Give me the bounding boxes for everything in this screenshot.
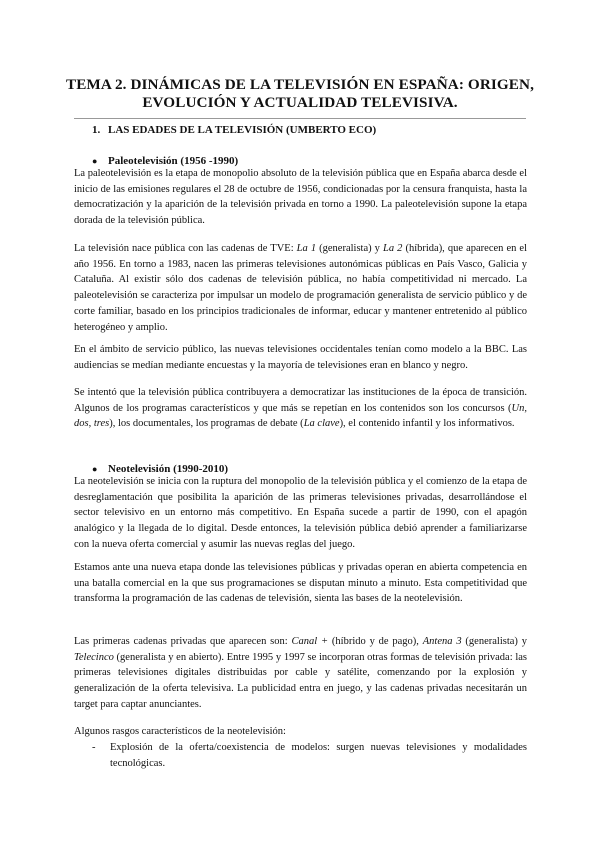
document-title-line-1: TEMA 2. DINÁMICAS DE LA TELEVISIÓN EN ESPAÑA: ORIGEN, — [65, 76, 535, 93]
paragraph-paleo-2-part-a: La televisión nace pública con las cadenas de TVE: — [74, 243, 297, 254]
program-la-clave: La clave — [303, 418, 340, 430]
bullet-icon: ● — [92, 464, 98, 474]
paragraph-paleo-4 — [74, 385, 527, 432]
list-item-text: Explosión de la oferta/coexistencia de modelos: surgen nuevas televisiones y modalidades tecnológicas. — [110, 742, 527, 769]
bullet-icon: ● — [92, 156, 98, 166]
paragraph-paleo-3: En el ámbito de servicio público, las nuevas televisiones occidentales tenían como modelo a la BBC. Las audiencias se medían mediante encuestas y la mayoría de televisiones eran en blanco y negro. — [74, 344, 527, 371]
list-dash: - — [92, 742, 96, 753]
paragraph-paleo-2 — [74, 241, 527, 335]
program-un-dos-tres: Un, dos, tres — [74, 402, 527, 430]
paragraph-neo-2: Estamos ante una nueva etapa donde las televisiones públicas y privadas operan en abierta competencia en una batalla comercial en la que sus programaciones se disputan minuto a minuto. Esta competitividad que transforma la programación de las cadenas de televisión, sienta las bases de la neotelevisión. — [74, 562, 527, 605]
channel-canal-plus: Canal + — [291, 636, 329, 647]
channel-la1: La 1 — [296, 243, 317, 254]
paragraph-paleo-4-part-c: ), el contenido infantil y los informativos. — [339, 418, 515, 430]
paragraph-paleo-1: La paleotelevisión es la etapa de monopolio absoluto de la televisión pública que en España abarca desde el inicio de las emisiones regulares el 28 de octubre de 1956, condicionadas por la censura franquista, hasta la democratización y la aparición de la televisión privada en torno a 1990. La paleotelevisión supone la etapa dorada de la televisión pública. — [74, 168, 527, 227]
paragraph-neo-3-part-c: (generalista) y — [461, 636, 527, 647]
paragraph-neo-3-part-d: (generalista y en abierto). Entre 1995 y 1997 se incorporan otras formas de televisión privada: las primeras televisiones digitales distribuidas por cable y satélite, comenzando por la explosión y generalización de la oferta televisiva. La publicidad entra en juego, y las cadenas privadas necesitarán un target para captar anunciantes. — [74, 651, 527, 710]
paragraph-neo-3 — [74, 634, 527, 713]
document-title-line-2: EVOLUCIÓN Y ACTUALIDAD TELEVISIVA. — [142, 94, 458, 111]
section-number: 1. — [92, 124, 101, 136]
channel-telecinco: Telecinco — [74, 651, 114, 663]
subheading-neotelevision-label: Neotelevisión (1990-2010) — [108, 463, 229, 475]
document-title — [60, 76, 540, 112]
paragraph-neo-3-part-a: Las primeras cadenas privadas que aparecen son: — [74, 636, 292, 647]
paragraph-neo-4: Algunos rasgos característicos de la neotelevisión: — [74, 726, 286, 737]
paragraph-paleo-4-part-a: Se intentó que la televisión pública contribuyera a democratizar las instituciones de la época de transición. Algunos de los programas característicos y que más se repetían en los contenidos son los concursos ( — [74, 387, 527, 414]
paragraph-paleo-4-part-b: ), los documentales, los programas de debate ( — [109, 418, 304, 430]
paragraph-paleo-2-part-c: (híbrida), que aparecen en el año 1956. En torno a 1983, nacen las primeras televisiones autonómicas públicas en País Vasco, Galicia y Cataluña. Al existir sólo dos cadenas de televisión pública, no había competitividad ni mercado. La paleotelevisión se caracteriza por impulsar un modelo de programación generalista de servicio público y de corte familiar, basado en los principios tradicionales de informar, educar y mantener entretenido al público heterogéneo y amplio. — [74, 243, 527, 333]
paragraph-neo-1: La neotelevisión se inicia con la ruptura del monopolio de la televisión pública y el comienzo de la etapa de desreglamentación que posibilita la aparición de las primeras televisiones privadas, desarrollándose el sector televisivo en un entorno más competitivo. En España sucede a partir de 1990, con el apagón analógico y la llegada de lo digital. Desde entonces, la televisión pública debió aprender a familiarizarse con la nueva oferta comercial y asumir las nuevas reglas del juego. — [74, 476, 527, 550]
list-item — [92, 740, 527, 771]
subheading-paleotelevision-label: Paleotelevisión (1956 -1990) — [108, 155, 239, 167]
paragraph-neo-3-part-b: (híbrido y de pago), — [328, 636, 423, 647]
channel-la2: La 2 — [382, 243, 403, 254]
section-heading-1 — [92, 123, 376, 137]
title-divider — [74, 118, 526, 119]
section-title: LAS EDADES DE LA TELEVISIÓN (UMBERTO ECO) — [108, 124, 377, 136]
paragraph-paleo-2-part-b: (generalista) y — [316, 243, 383, 254]
channel-antena-3: Antena 3 — [422, 636, 462, 647]
